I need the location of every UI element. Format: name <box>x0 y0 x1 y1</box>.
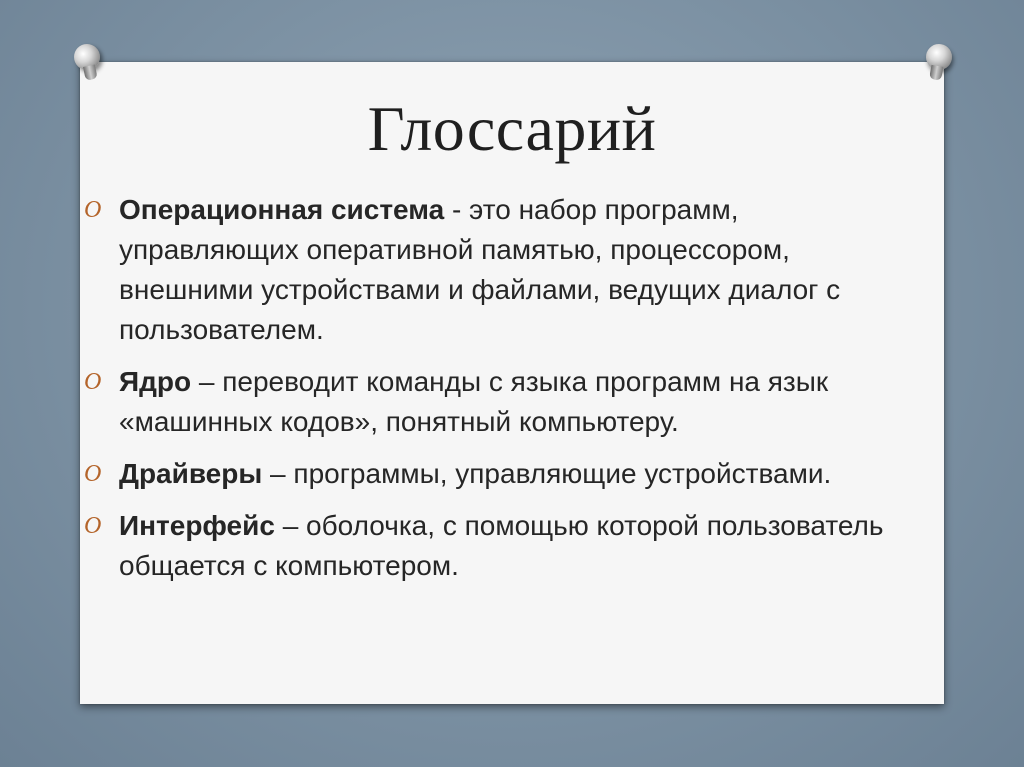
glossary-item-os <box>84 190 924 350</box>
bullet-icon: O <box>84 197 102 223</box>
glossary-term: Операционная система <box>119 194 445 225</box>
slide-title: Глоссарий <box>367 93 657 164</box>
glossary-list <box>84 190 924 598</box>
glossary-item-kernel <box>84 362 924 442</box>
glossary-definition: – оболочка, с помощью которой пользователь общается с компьютером. <box>119 510 884 581</box>
glossary-item-interface <box>84 506 924 586</box>
bullet-icon: O <box>84 369 102 395</box>
glossary-item-drivers <box>84 454 924 494</box>
bullet-icon: O <box>84 461 102 487</box>
glossary-term: Ядро <box>119 366 192 397</box>
glossary-definition: – переводит команды с языка программ на язык «машинных кодов», понятный компьютеру. <box>119 366 829 437</box>
glossary-term: Драйверы <box>119 458 263 489</box>
glossary-definition: - это набор программ, управляющих оперативной памятью, процессором, внешними устройствами и файлами, ведущих диалог с пользователем. <box>119 194 841 345</box>
glossary-definition: – программы, управляющие устройствами. <box>262 458 832 489</box>
bullet-icon: O <box>84 513 102 539</box>
glossary-term: Интерфейс <box>119 510 275 541</box>
